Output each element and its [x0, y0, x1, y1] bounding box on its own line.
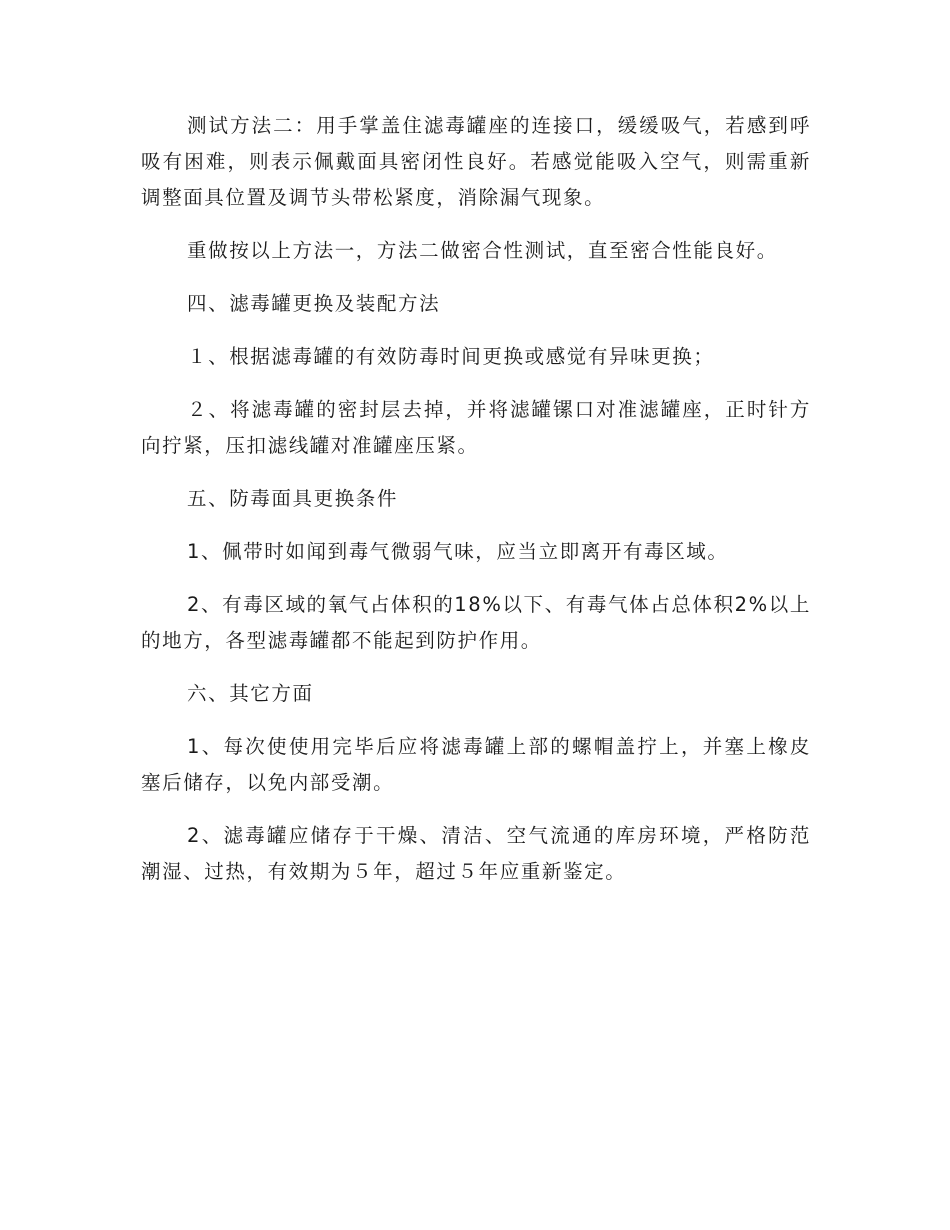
paragraph-test-method-two: 测试方法二：用手掌盖住滤毒罐座的连接口，缓缓吸气，若感到呼吸有困难，则表示佩戴面具密闭性良好。若感觉能吸入空气，则需重新调整面具位置及调节头带松紧度，消除漏气现象。 [141, 114, 811, 209]
list-item-canister-1: １、根据滤毒罐的有效防毒时间更换或感觉有异味更换； [187, 345, 715, 368]
list-item-mask-1: 1、佩带时如闻到毒气微弱气味，应当立即离开有毒区域。 [187, 540, 729, 563]
list-item-other-1: 1、每次使使用完毕后应将滤毒罐上部的螺帽盖拧上，并塞上橡皮塞后储存，以免内部受潮。 [141, 735, 811, 794]
list-item-canister-2: ２、将滤毒罐的密封层去掉，并将滤罐镙口对准滤罐座，正时针方向拧紧，压扣滤线罐对准罐座压紧。 [141, 398, 811, 457]
paragraph-retest: 重做按以上方法一，方法二做密合性测试，直至密合性能良好。 [187, 239, 778, 262]
section-heading-mask-replacement: 五、防毒面具更换条件 [187, 487, 399, 510]
section-heading-other: 六、其它方面 [187, 682, 314, 705]
section-heading-canister-replacement: 四、滤毒罐更换及装配方法 [187, 292, 441, 315]
list-item-mask-2: 2、有毒区域的氧气占体积的18%以下、有毒气体占总体积2%以上的地方，各型滤毒罐都不能起到防护作用。 [141, 593, 811, 652]
document-body [141, 108, 811, 907]
list-item-other-2: 2、滤毒罐应储存于干燥、清洁、空气流通的库房环境，严格防范潮湿、过热，有效期为５年，超过５年应重新鉴定。 [141, 824, 811, 883]
